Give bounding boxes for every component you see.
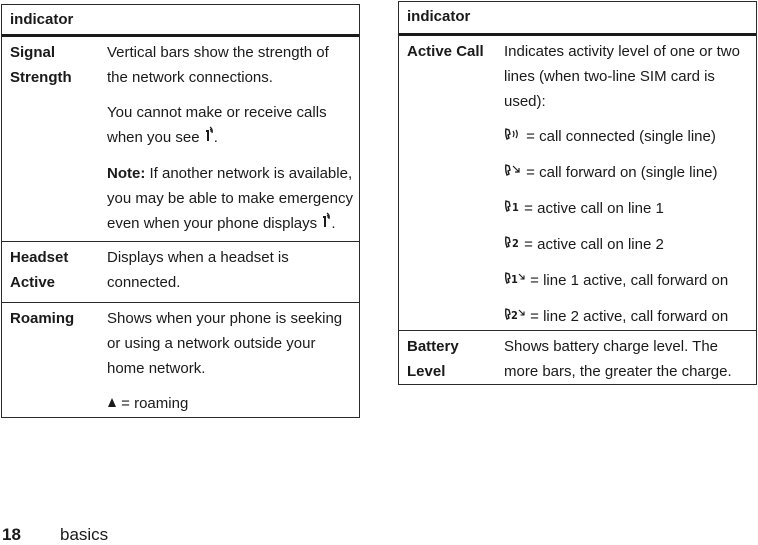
paragraph [107,100,353,151]
page-footer [2,525,108,545]
legend-line [504,304,750,330]
indicator-table-left [1,4,360,418]
page-number: 18 [2,525,21,544]
line-2-forward-icon [504,305,526,330]
table-row-signal-strength [2,37,359,242]
line-1-forward-icon [504,269,526,294]
legend-line [504,268,750,294]
legend-text: = line 1 active, call forward on [530,272,729,289]
table-row-headset-active [2,242,359,303]
table-row-battery-level [399,331,756,384]
term-line: Active [10,274,56,291]
description-battery-level: Shows battery charge level. The more bars, the greater the charge. [504,338,732,380]
legend-line [504,160,750,186]
table-row-roaming [2,303,359,417]
term-active-call: Active Call [407,43,484,60]
note-label: Note: [107,165,146,182]
legend-text: = roaming [121,395,189,412]
term-line: Strength [10,69,72,86]
no-signal-icon [321,212,331,237]
note-end: . [331,215,336,232]
legend-text: = line 2 active, call forward on [530,308,729,325]
legend-line [504,232,750,258]
section-title: basics [60,525,109,544]
paragraph-end: . [213,129,218,146]
roaming-icon [107,392,117,417]
term-battery-level [399,331,497,384]
legend-line [504,124,750,150]
line-1-active-icon [504,197,520,222]
no-signal-icon [204,126,214,151]
table-header: indicator [2,5,359,37]
paragraph-text: You cannot make or receive calls when you see [107,104,327,146]
term-line: Signal [10,44,56,61]
svg-text:2: 2 [512,237,518,249]
svg-text:1: 1 [512,201,518,213]
term-headset-active [2,242,100,302]
description-roaming [100,303,359,417]
term-line: Level [407,363,446,380]
paragraph-note [107,161,353,237]
svg-text:2: 2 [511,309,517,321]
svg-text:1: 1 [511,273,517,285]
paragraph: Shows when your phone is seeking or using a network outside your home network. [107,310,343,377]
term-line: Battery [407,338,459,355]
description-signal-strength [100,37,359,241]
legend-text: = active call on line 1 [524,200,664,217]
term-signal-strength [2,37,100,241]
paragraph: Vertical bars show the strength of the network connections. [107,44,329,86]
term-line: Headset [10,249,69,266]
call-forward-icon [504,161,522,186]
legend-line [107,391,353,417]
table-header: indicator [399,2,756,36]
indicator-table-right [398,1,757,385]
description-headset-active: Displays when a headset is connected. [107,249,289,291]
note-text: If another network is available, you may be able to make emergency even when your phone displays [107,165,353,232]
legend-text: = call connected (single line) [526,128,716,145]
table-row-active-call [399,36,756,331]
legend-text: = call forward on (single line) [526,164,718,181]
call-connected-icon [504,125,522,150]
line-2-active-icon [504,233,520,258]
legend-line [504,196,750,222]
legend-text: = active call on line 2 [524,236,664,253]
description-active-call [497,36,756,330]
term-roaming: Roaming [10,310,75,327]
paragraph: Indicates activity level of one or two lines (when two-line SIM card is used): [504,43,740,110]
